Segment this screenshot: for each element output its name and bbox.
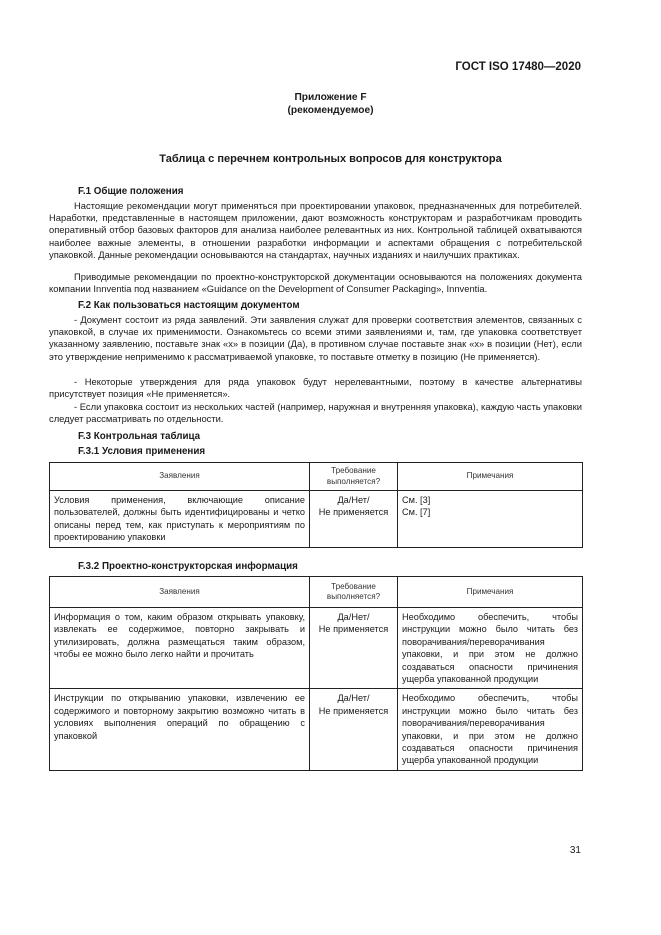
header-notes: Примечания <box>398 463 583 491</box>
requirement-options: Да/Нет/ <box>337 693 370 704</box>
statement-cell: Информация о том, каким образом открывать упаковку, извлекать ее содержимое, повторно закрывать и утилизировать, должна размещаться таким образом, чтобы ее можно было легко найти и прочитать <box>50 608 310 689</box>
paragraph: - Некоторые утверждения для ряда упаковок будут нерелевантными, поэтому в качестве альтернативы присутствует позиция «Не применяется». <box>49 376 582 400</box>
header-requirement <box>310 577 398 608</box>
table-row <box>50 608 583 689</box>
requirement-cell <box>310 491 398 548</box>
section-heading-f32: F.3.2 Проектно-конструкторская информация <box>78 561 298 572</box>
requirement-options: Да/Нет/ <box>337 612 370 622</box>
appendix-subtitle: (рекомендуемое) <box>287 105 374 116</box>
requirement-cell <box>310 689 398 770</box>
table-row <box>50 491 583 548</box>
document-code: ГОСТ ISO 17480—2020 <box>455 61 581 73</box>
table-header-row <box>50 463 583 491</box>
section-heading-f1: F.1 Общие положения <box>78 186 184 197</box>
requirement-not-applicable: Не применяется <box>318 507 389 518</box>
header-requirement-line1: Требование <box>331 466 376 475</box>
requirement-options: Да/Нет/ <box>337 495 370 505</box>
notes-cell <box>398 491 583 548</box>
page-number: 31 <box>569 845 581 856</box>
statement-cell: Условия применения, включающие описание пользователей, должны быть идентифицированы и четко описаны перед тем, как приступать к мероприятиям по проектированию упаковки <box>50 491 310 548</box>
section-heading-f2: F.2 Как пользоваться настоящим документом <box>78 300 300 311</box>
header-requirement <box>310 463 398 491</box>
header-requirement-line1: Требование <box>331 581 376 591</box>
main-title: Таблица с перечнем контрольных вопросов для конструктора <box>159 153 502 165</box>
requirement-cell <box>310 608 398 689</box>
conditions-table <box>49 462 583 548</box>
paragraph: - Документ состоит из ряда заявлений. Эти заявления служат для проверки соответствия элементов, связанных с упаковкой, в случае их применимости. Ознакомьтесь со всеми этими заявлениями и, там, где упаковка соответствует указанному заявлению, поставьте знак «x» в позиции (Да), в противном случае поставьте знак «x» в позиции (Нет), если это утверждение неприменимо к рассматриваемой упаковке, то поставьте отметку в позицию (Не применяется). <box>49 314 582 362</box>
header-statements: Заявления <box>50 463 310 491</box>
notes-cell: Необходимо обеспечить, чтобы инструкции можно было читать без поворачивания/переворачивания упаковки, и при этом не должно создаваться опасности причинения ущерба упакованной продукции <box>398 689 583 770</box>
header-notes: Примечания <box>398 577 583 608</box>
header-requirement-line2: выполняется? <box>326 476 381 486</box>
reference-note: См. [7] <box>402 507 431 518</box>
table-row <box>50 689 583 770</box>
paragraph: Приводимые рекомендации по проектно-конструкторской документации основываются на положениях документа компании Innventia под названием «Guidance on the Development of Consumer Packaging», Innventia. <box>49 271 582 295</box>
header-requirement-line2: выполняется? <box>326 592 381 601</box>
table-header-row <box>50 577 583 608</box>
paragraph: - Если упаковка состоит из нескольких частей (например, наружная и внутренняя упаковка), каждую часть упаковки следует рассматривать по отдельности. <box>49 401 582 425</box>
paragraph: Настоящие рекомендации могут применяться при проектировании упаковок, предназначенных для потребителей. Наработки, представленные в настоящем приложении, дают возможность конструкторам и разработчикам проводить оперативный отбор базовых факторов для анализа наиболее релевантных из них. Контрольной таблицей охватываются наиболее важные элементы, в отношении разработки информации и аспектами обращения с потребительской упаковкой. Данные рекомендации основываются на стандартах, научных изданиях и наилучших практиках. <box>49 200 582 260</box>
notes-cell: Необходимо обеспечить, чтобы инструкции можно было читать без поворачивания/переворачивания упаковки, и при этом не должно создаваться опасности причинения ущерба упакованной продукции <box>398 608 583 689</box>
reference-note: См. [3] <box>402 495 431 505</box>
requirement-not-applicable: Не применяется <box>318 705 389 716</box>
section-heading-f31: F.3.1 Условия применения <box>78 446 206 457</box>
statement-cell: Инструкции по открыванию упаковки, извлечению ее содержимого и повторному закрытию возможно читать в условиях выполнения операций по обращению с упаковкой <box>50 689 310 770</box>
requirement-not-applicable: Не применяется <box>318 624 389 635</box>
appendix-title: Приложение F <box>294 92 367 103</box>
header-statements: Заявления <box>50 577 310 608</box>
design-info-table <box>49 576 583 771</box>
section-heading-f3: F.3 Контрольная таблица <box>78 431 201 442</box>
